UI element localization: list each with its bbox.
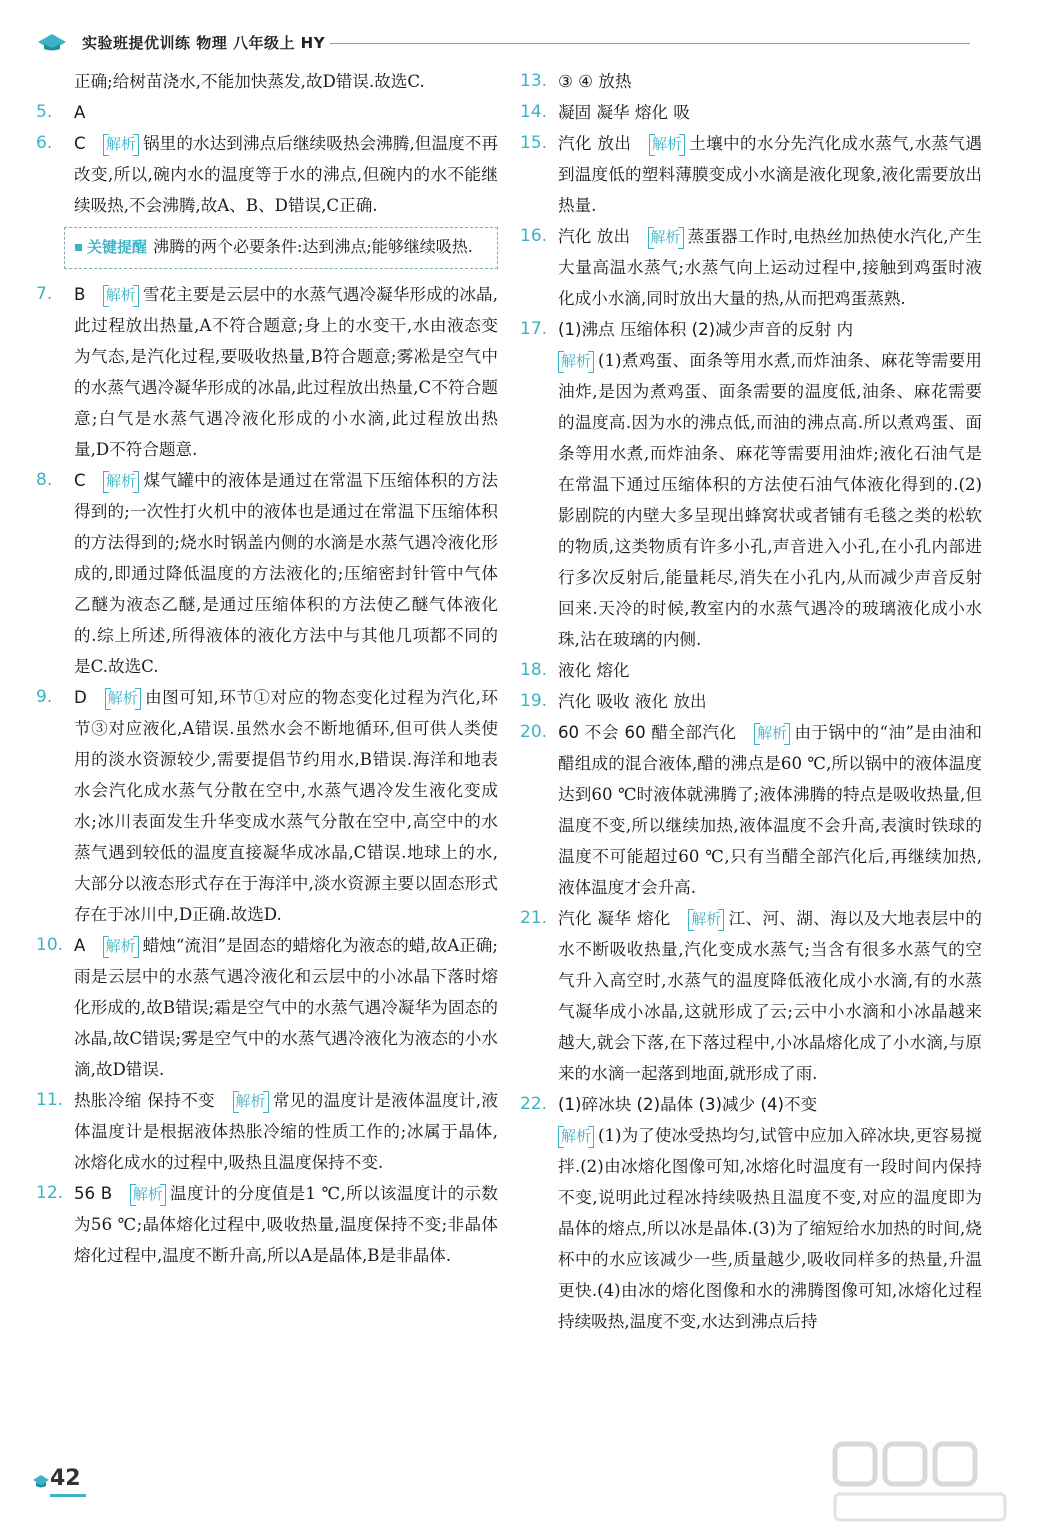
- tip-bullet-icon: [75, 244, 82, 251]
- analysis-text: 江、河、湖、海以及大地表层中的水不断吸收热量,汽化变成水蒸气;当含有很多水蒸气的空气升入高空时,水蒸气的温度降低液化成小水滴,有的水蒸气凝华成小冰晶,这就形成了云;云中小水滴和小冰晶越来越大,就会下落,在下落过程中,小冰晶熔化成了小水滴,与原来的水滴一起落到地面,就形成了雨.: [558, 909, 982, 1083]
- left-column: [36, 66, 498, 1271]
- answer: A: [74, 103, 86, 122]
- analysis-tag: 解析: [688, 909, 724, 929]
- analysis-text: 土壤中的水分先汽化成水蒸气,水蒸气遇到温度低的塑料薄膜变成小水滴是液化现象,液化需要放出热量.: [558, 134, 982, 215]
- question-number: 15.: [520, 133, 548, 153]
- question-item: [520, 66, 982, 97]
- answer: C: [74, 134, 86, 153]
- analysis-tag: 解析: [103, 471, 139, 491]
- question-item: [520, 314, 982, 655]
- question-item: [520, 1089, 982, 1337]
- header-divider: [330, 43, 970, 44]
- page-header: [30, 28, 970, 56]
- answer: D: [74, 688, 87, 707]
- question-item: [520, 97, 982, 128]
- analysis-tag: 解析: [754, 723, 790, 743]
- question-item: [520, 903, 982, 1089]
- continued-text: 正确;给树苗浇水,不能加快蒸发,故D错误.故选C.: [74, 72, 425, 91]
- question-number: 22.: [520, 1094, 548, 1114]
- analysis-tag: 解析: [105, 688, 141, 708]
- analysis-text: 蒸蛋器工作时,电热丝加热使水汽化,产生大量高温水蒸气;水蒸气向上运动过程中,接触到鸡蛋时液化成小水滴,同时放出大量的热,从而把鸡蛋蒸熟.: [558, 227, 982, 308]
- question-number: 9.: [36, 687, 53, 707]
- header-title: 实验班提优训练 物理 八年级上 HY: [82, 34, 326, 52]
- analysis-text: 雪花主要是云层中的水蒸气遇冷凝华形成的冰晶,此过程放出热量,A不符合题意;身上的水变干,水由液态变为气态,是汽化过程,要吸收热量,B符合题意;雾凇是空气中的水蒸气遇冷凝华形成的冰晶,此过程放出热量,C不符合题意;白气是水蒸气遇冷液化形成的小水滴,此过程放出热量,D不符合题意.: [74, 285, 498, 459]
- page-number: 42: [50, 1466, 81, 1491]
- answer: C: [74, 471, 86, 490]
- question-item: [36, 279, 498, 465]
- question-item: [520, 655, 982, 686]
- question-item: [36, 682, 498, 930]
- question-number: 20.: [520, 722, 548, 742]
- question-item: [520, 221, 982, 314]
- question-item: [36, 128, 498, 221]
- analysis-text: (1)为了使冰受热均匀,试管中应加入碎冰块,更容易搅拌.(2)由冰熔化图像可知,冰熔化时温度有一段时间内保持不变,说明此过程冰持续吸热且温度不变,对应的温度即为晶体的熔点,所以冰是晶体.(3)为了缩短给水加热的时间,烧杯中的水应该减少一些,质量越少,吸收同样多的热量,升温更快.(4)由冰的熔化图像和水的沸腾图像可知,冰熔化过程持续吸热,温度不变,水达到沸点后持: [558, 1126, 982, 1331]
- question-number: 18.: [520, 660, 548, 680]
- analysis-text: 温度计的分度值是1 ℃,所以该温度计的示数为56 ℃;晶体熔化过程中,吸收热量,温度保持不变;非晶体熔化过程中,温度不断升高,所以A是晶体,B是非晶体.: [74, 1184, 499, 1265]
- question-item: [36, 1085, 498, 1178]
- page-number-underline: [50, 1494, 86, 1497]
- answer: ③ ④ 放热: [558, 72, 632, 91]
- question-item: [36, 465, 498, 682]
- question-number: 5.: [36, 102, 53, 122]
- analysis-text: 煤气罐中的液体是通过在常温下压缩体积的方法得到的;一次性打火机中的液体也是通过在常温下压缩体积的方法得到的;烧水时锅盖内侧的水滴是水蒸气遇冷液化形成的,即通过降低温度的方法液化的;压缩密封针管中气体乙醚为液态乙醚,是通过压缩体积的方法使乙醚气体液化的.综上所述,所得液体的液化方法中与其他几项都不同的是C.故选C.: [74, 471, 498, 676]
- analysis-tag: 解析: [558, 1126, 594, 1146]
- question-number: 6.: [36, 133, 53, 153]
- answer: B: [74, 285, 86, 304]
- question-item: [520, 686, 982, 717]
- analysis-tag: 解析: [558, 351, 594, 371]
- book-icon: [32, 1472, 50, 1490]
- analysis-tag: 解析: [103, 134, 139, 154]
- answer: 汽化 放出: [558, 227, 631, 246]
- question-item: [520, 717, 982, 903]
- analysis-tag: 解析: [233, 1091, 269, 1111]
- answer: 热胀冷缩 保持不变: [74, 1091, 215, 1110]
- question-number: 14.: [520, 102, 548, 122]
- tip-text: 沸腾的两个必要条件:达到沸点;能够继续吸热.: [153, 237, 473, 256]
- question-number: 11.: [36, 1090, 64, 1110]
- question-number: 8.: [36, 470, 53, 490]
- answer: 凝固 凝华 熔化 吸: [558, 103, 690, 122]
- answer: 56 B: [74, 1184, 113, 1203]
- right-column: [520, 66, 982, 1337]
- question-number: 10.: [36, 935, 64, 955]
- question-number: 16.: [520, 226, 548, 246]
- question-item: [36, 1178, 498, 1271]
- question-item: [520, 128, 982, 221]
- analysis-tag: 解析: [649, 134, 685, 154]
- answer: 60 不会 60 醋全部汽化: [558, 723, 737, 742]
- answer: (1)沸点 压缩体积 (2)减少声音的反射 内: [558, 320, 854, 339]
- analysis-tag: 解析: [103, 285, 139, 305]
- analysis-text: 锅里的水达到沸点后继续吸热会沸腾,但温度不再改变,所以,碗内水的温度等于水的沸点,但碗内的水不能继续吸热,不会沸腾,故A、B、D错误,C正确.: [74, 134, 498, 215]
- analysis-tag: 解析: [103, 936, 139, 956]
- key-tip-box: [64, 227, 498, 269]
- analysis-text: 常见的温度计是液体温度计,液体温度计是根据液体热胀冷缩的性质工作的;冰属于晶体,冰熔化成水的过程中,吸热且温度保持不变.: [74, 1091, 498, 1172]
- analysis-tag: 解析: [130, 1184, 166, 1204]
- question-number: 21.: [520, 908, 548, 928]
- answer: 液化 熔化: [558, 661, 630, 680]
- answer: A: [74, 936, 86, 955]
- tip-label: 关键提醒: [87, 238, 148, 256]
- question-item: [36, 97, 498, 128]
- book-logo-icon: [36, 32, 68, 52]
- question-item: [36, 930, 498, 1085]
- answer: 汽化 吸收 液化 放出: [558, 692, 707, 711]
- question-number: 17.: [520, 319, 548, 339]
- watermark-logo-icon: [827, 1436, 1017, 1526]
- analysis-text: 由图可知,环节①对应的物态变化过程为汽化,环节③对应液化,A错误.虽然水会不断地循环,但可供人类使用的淡水资源较少,需要提倡节约用水,B错误.海洋和地表水会汽化成水蒸气分散在空中,水蒸气遇冷发生液化变成水;冰川表面发生升华变成水蒸气分散在空中,高空中的水蒸气遇到较低的温度直接凝华成冰晶,C错误.地球上的水,大部分以液态形式存在于海洋中,淡水资源主要以固态形式存在于冰川中,D正确.故选D.: [74, 688, 498, 924]
- analysis-text: 由于锅中的“油”是由油和醋组成的混合液体,醋的沸点是60 ℃,所以锅中的液体温度达到60 ℃时液体就沸腾了;液体沸腾的特点是吸收热量,但温度不变,所以继续加热,液体温度不会升高,表演时铁球的温度不可能超过60 ℃,只有当醋全部汽化后,再继续加热,液体温度才会升高.: [558, 723, 982, 897]
- analysis-text: 蜡烛“流泪”是固态的蜡熔化为液态的蜡,故A正确;雨是云层中的水蒸气遇冷液化和云层中的小冰晶下落时熔化形成的,故B错误;霜是空气中的水蒸气遇冷凝华为固态的冰晶,故C错误;雾是空气中的水蒸气遇冷液化为液态的小水滴,故D错误.: [74, 936, 498, 1079]
- answer: (1)碎冰块 (2)晶体 (3)减少 (4)不变: [558, 1095, 818, 1114]
- analysis-text: (1)煮鸡蛋、面条等用水煮,而炸油条、麻花等需要用油炸,是因为煮鸡蛋、面条需要的温度低,油条、麻花需要的温度高.因为水的沸点低,而油的沸点高.所以煮鸡蛋、面条等用水煮,而炸油条、麻花等需要用油炸;液化石油气是在常温下通过压缩体积的方法使石油气体液化得到的.(2)影剧院的内壁大多呈现出蜂窝状或者铺有毛毯之类的松软的物质,这类物质有许多小孔,声音进入小孔,在小孔内部进行多次反射后,能量耗尽,消失在小孔内,从而减少声音反射回来.天冷的时候,教室内的水蒸气遇冷的玻璃液化成小水珠,沾在玻璃的内侧.: [558, 351, 982, 649]
- question-number: 7.: [36, 284, 53, 304]
- question-number: 19.: [520, 691, 548, 711]
- analysis-tag: 解析: [648, 227, 684, 247]
- question-number: 12.: [36, 1183, 64, 1203]
- question-number: 13.: [520, 71, 548, 91]
- answer: 汽化 凝华 熔化: [558, 909, 671, 928]
- answer: 汽化 放出: [558, 134, 632, 153]
